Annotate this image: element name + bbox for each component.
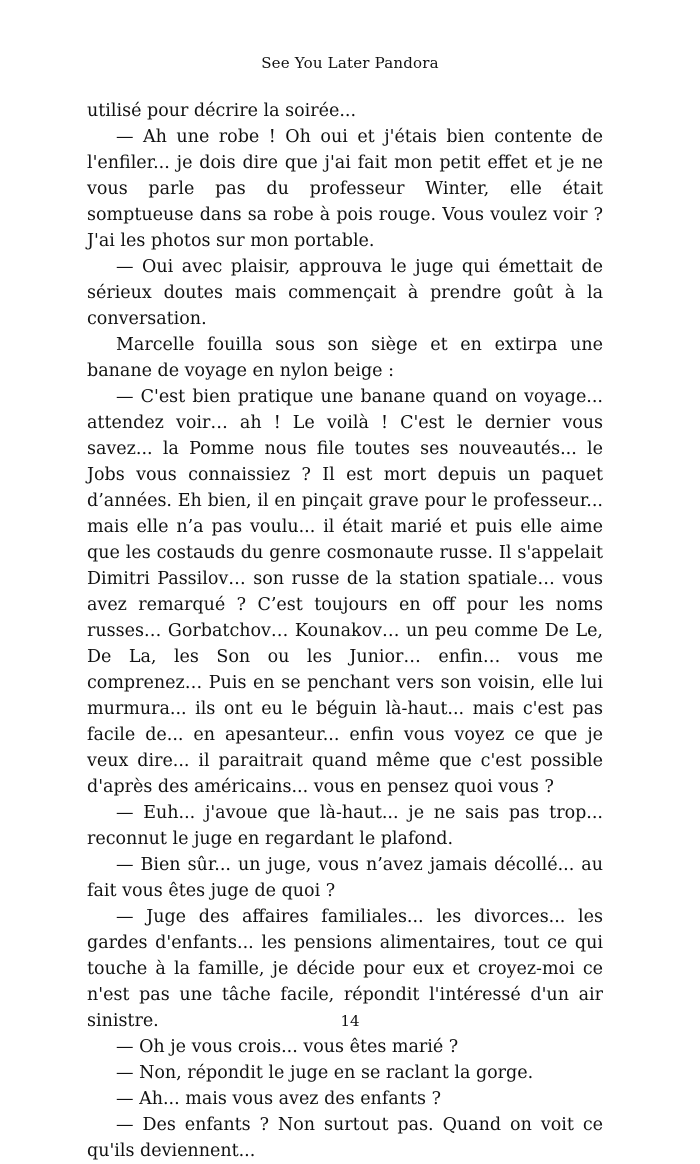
- paragraph: — Ah... mais vous avez des enfants ?: [116, 1089, 441, 1109]
- paragraph: — Bien sûr... un juge, vous n’avez jamais décollé... au fait vous êtes juge de quoi ?: [87, 855, 603, 901]
- paragraph: — Des enfants ? Non surtout pas. Quand on voit ce qu'ils deviennent...: [87, 1115, 603, 1161]
- paragraph: — Ah une robe ! Oh oui et j'étais bien contente de l'enfiler... je dois dire que j'ai fait mon petit effet et je ne vous parle pas du professeur Winter, elle était somptueuse dans sa robe à pois rouge. Vous voulez voir ? J'ai les photos sur mon portable.: [87, 127, 603, 251]
- paragraph: — Non, répondit le juge en se raclant la gorge.: [116, 1063, 534, 1083]
- paragraph: Marcelle fouilla sous son siège et en extirpa une banane de voyage en nylon beige :: [87, 335, 603, 381]
- paragraph: utilisé pour décrire la soirée...: [87, 101, 357, 121]
- paragraph: — Euh... j'avoue que là-haut... je ne sais pas trop... reconnut le juge en regardant le plafond.: [87, 803, 603, 849]
- paragraph: — Oh je vous crois... vous êtes marié ?: [116, 1037, 459, 1057]
- paragraph: — Oui avec plaisir, approuva le juge qui émettait de sérieux doutes mais commençait à prendre goût à la conversation.: [87, 257, 603, 329]
- paragraph: — C'est bien pratique une banane quand on voyage... attendez voir… ah ! Le voilà ! C'est le dernier vous savez... la Pomme nous file toutes ses nouveautés... le Jobs vous connaissiez ? Il est mort depuis un paquet d’années. Eh bien, il en pinçait grave pour le professeur... mais elle n’a pas voulu... il était marié et puis elle aime que les costauds du genre cosmonaute russe. Il s'appelait Dimitri Passilov… son russe de la station spatiale… vous avez remarqué ? C’est toujours en off pour les noms russes… Gorbatchov… Kounakov… un peu comme De Le, De La, les Son ou les Junior… enfin… vous me comprenez… Puis en se penchant vers son voisin, elle lui murmura... ils ont eu le béguin là-haut... mais c'est pas facile de... en apesanteur... enfin vous voyez ce que je veux dire... il paraitrait quand même que c'est possible d'après des américains... vous en pensez quoi vous ?: [87, 387, 603, 797]
- running-header: See You Later Pandora: [261, 54, 439, 72]
- page-number: 14: [340, 1012, 360, 1030]
- body-text: [87, 98, 603, 1164]
- paragraph: — Juge des affaires familiales... les divorces... les gardes d'enfants... les pensions alimentaires, tout ce qui touche à la famille, je décide pour eux et croyez-moi ce n'est pas une tâche facile, répondit l'intéressé d'un air sinistre.: [87, 907, 603, 1031]
